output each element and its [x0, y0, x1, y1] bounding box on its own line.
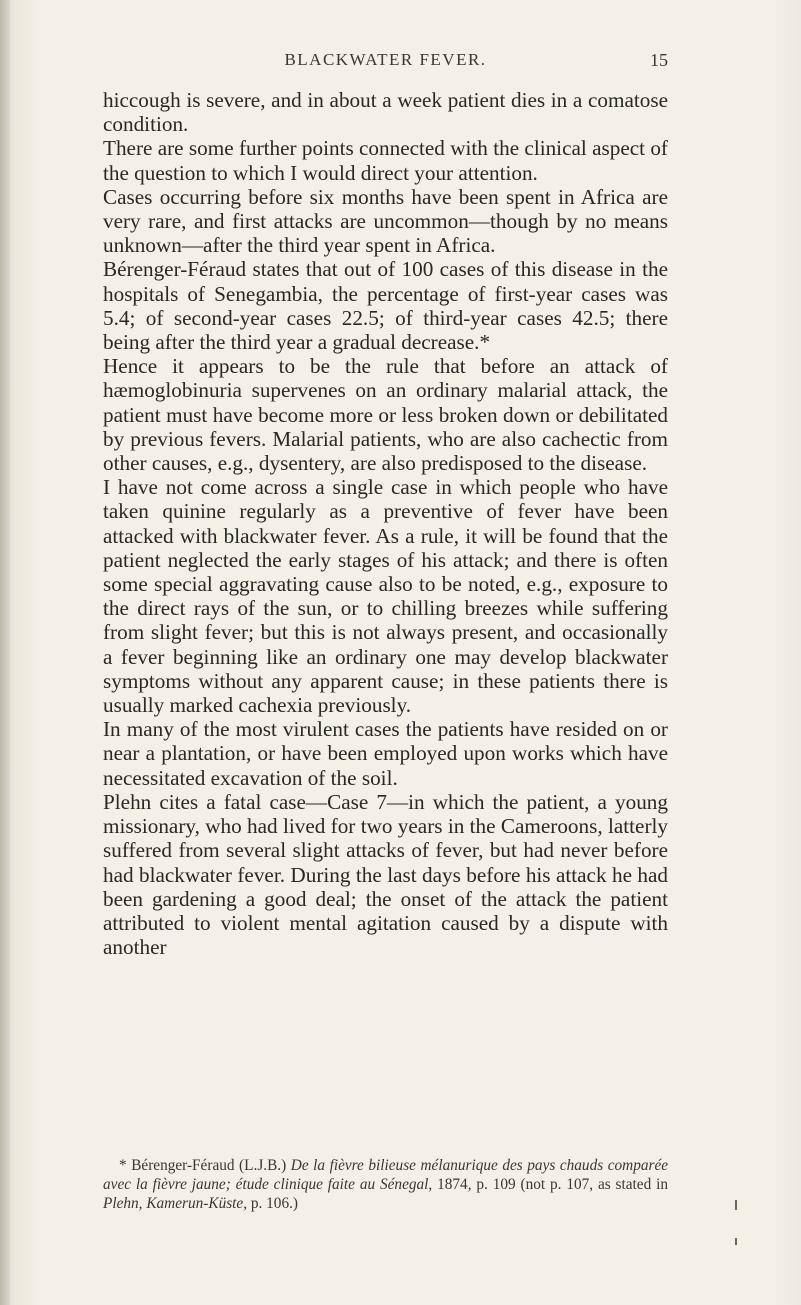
footnote-year-pages: 1874, p. 109 (not p. 107, as stated in — [437, 1176, 668, 1193]
page-header — [103, 50, 668, 76]
paragraph: Cases occurring before six months have been spent in Africa are very rare, and first attacks are uncommon—though by no means unknown—after the third year spent in Africa. — [103, 184, 668, 258]
paragraph: Hence it appears to be the rule that before an attack of hæmoglobinuria supervenes on an ordinary malarial attack, the patient must have become more or less broken down or debilitated by previous fevers. Malarial patients, who are also cachectic from other causes, e.g., dysentery, are also predisposed to the disease. — [103, 354, 668, 476]
page-number: 15 — [650, 50, 668, 70]
binding-edge — [0, 0, 10, 1305]
speck — [735, 1200, 737, 1210]
footnote — [103, 1156, 668, 1213]
body-text — [103, 88, 668, 959]
paragraph: Plehn cites a fatal case—Case 7—in which the patient, a young missionary, who had lived for two years in the Cameroons, latterly suffered from several slight attacks of fever, but had never before had blackwater fever. During the last days before his attack he had been gardening a good deal; the onset of the attack the patient attributed to violent mental agitation caused by a dispute with another — [103, 789, 668, 960]
speck — [735, 1238, 737, 1245]
paragraph: Bérenger-Féraud states that out of 100 cases of this disease in the hospitals of Senegambia, the percentage of first-year cases was 5.4; of second-year cases 22.5; of third-year cases 42.5; there being after the third year a gradual decrease.* — [103, 257, 668, 355]
running-head: BLACKWATER FEVER. — [284, 50, 487, 69]
paragraph: In many of the most virulent cases the patients have resided on or near a plantation, or have been employed upon works which have necessitated excavation of the soil. — [103, 717, 668, 790]
paragraph: I have not come across a single case in which people who have taken quinine regularly as a preventive of fever have been attacked with blackwater fever. As a rule, it will be found that the patient neglected the early stages of his attack; and there is often some special aggravating cause also to be noted, e.g., exposure to the direct rays of the sun, or to chilling breezes while suffering from slight fever; but this is not always present, and occasionally a fever beginning like an ordinary one may develop blackwater symptoms without any apparent cause; in these patients there is usually marked cachexia previously. — [103, 475, 668, 718]
footnote-source-page: p. 106.) — [250, 1195, 299, 1212]
paper-specks — [735, 1200, 738, 1250]
paragraph: hiccough is severe, and in about a week patient dies in a comatose condition. — [103, 88, 668, 137]
footnote-title: De la fièvre bilieuse mélanurique des pays chauds comparée avec la fièvre jaune; étude clinique faite au Sénegal, — [103, 1157, 669, 1193]
footnote-author: Bérenger-Féraud (L.J.B.) — [131, 1157, 287, 1174]
footnote-source: Plehn, Kamerun-Küste, — [103, 1195, 248, 1212]
paragraph: There are some further points connected with the clinical aspect of the question to which I would direct your attention. — [103, 136, 668, 185]
footnote-marker: * — [119, 1157, 127, 1174]
